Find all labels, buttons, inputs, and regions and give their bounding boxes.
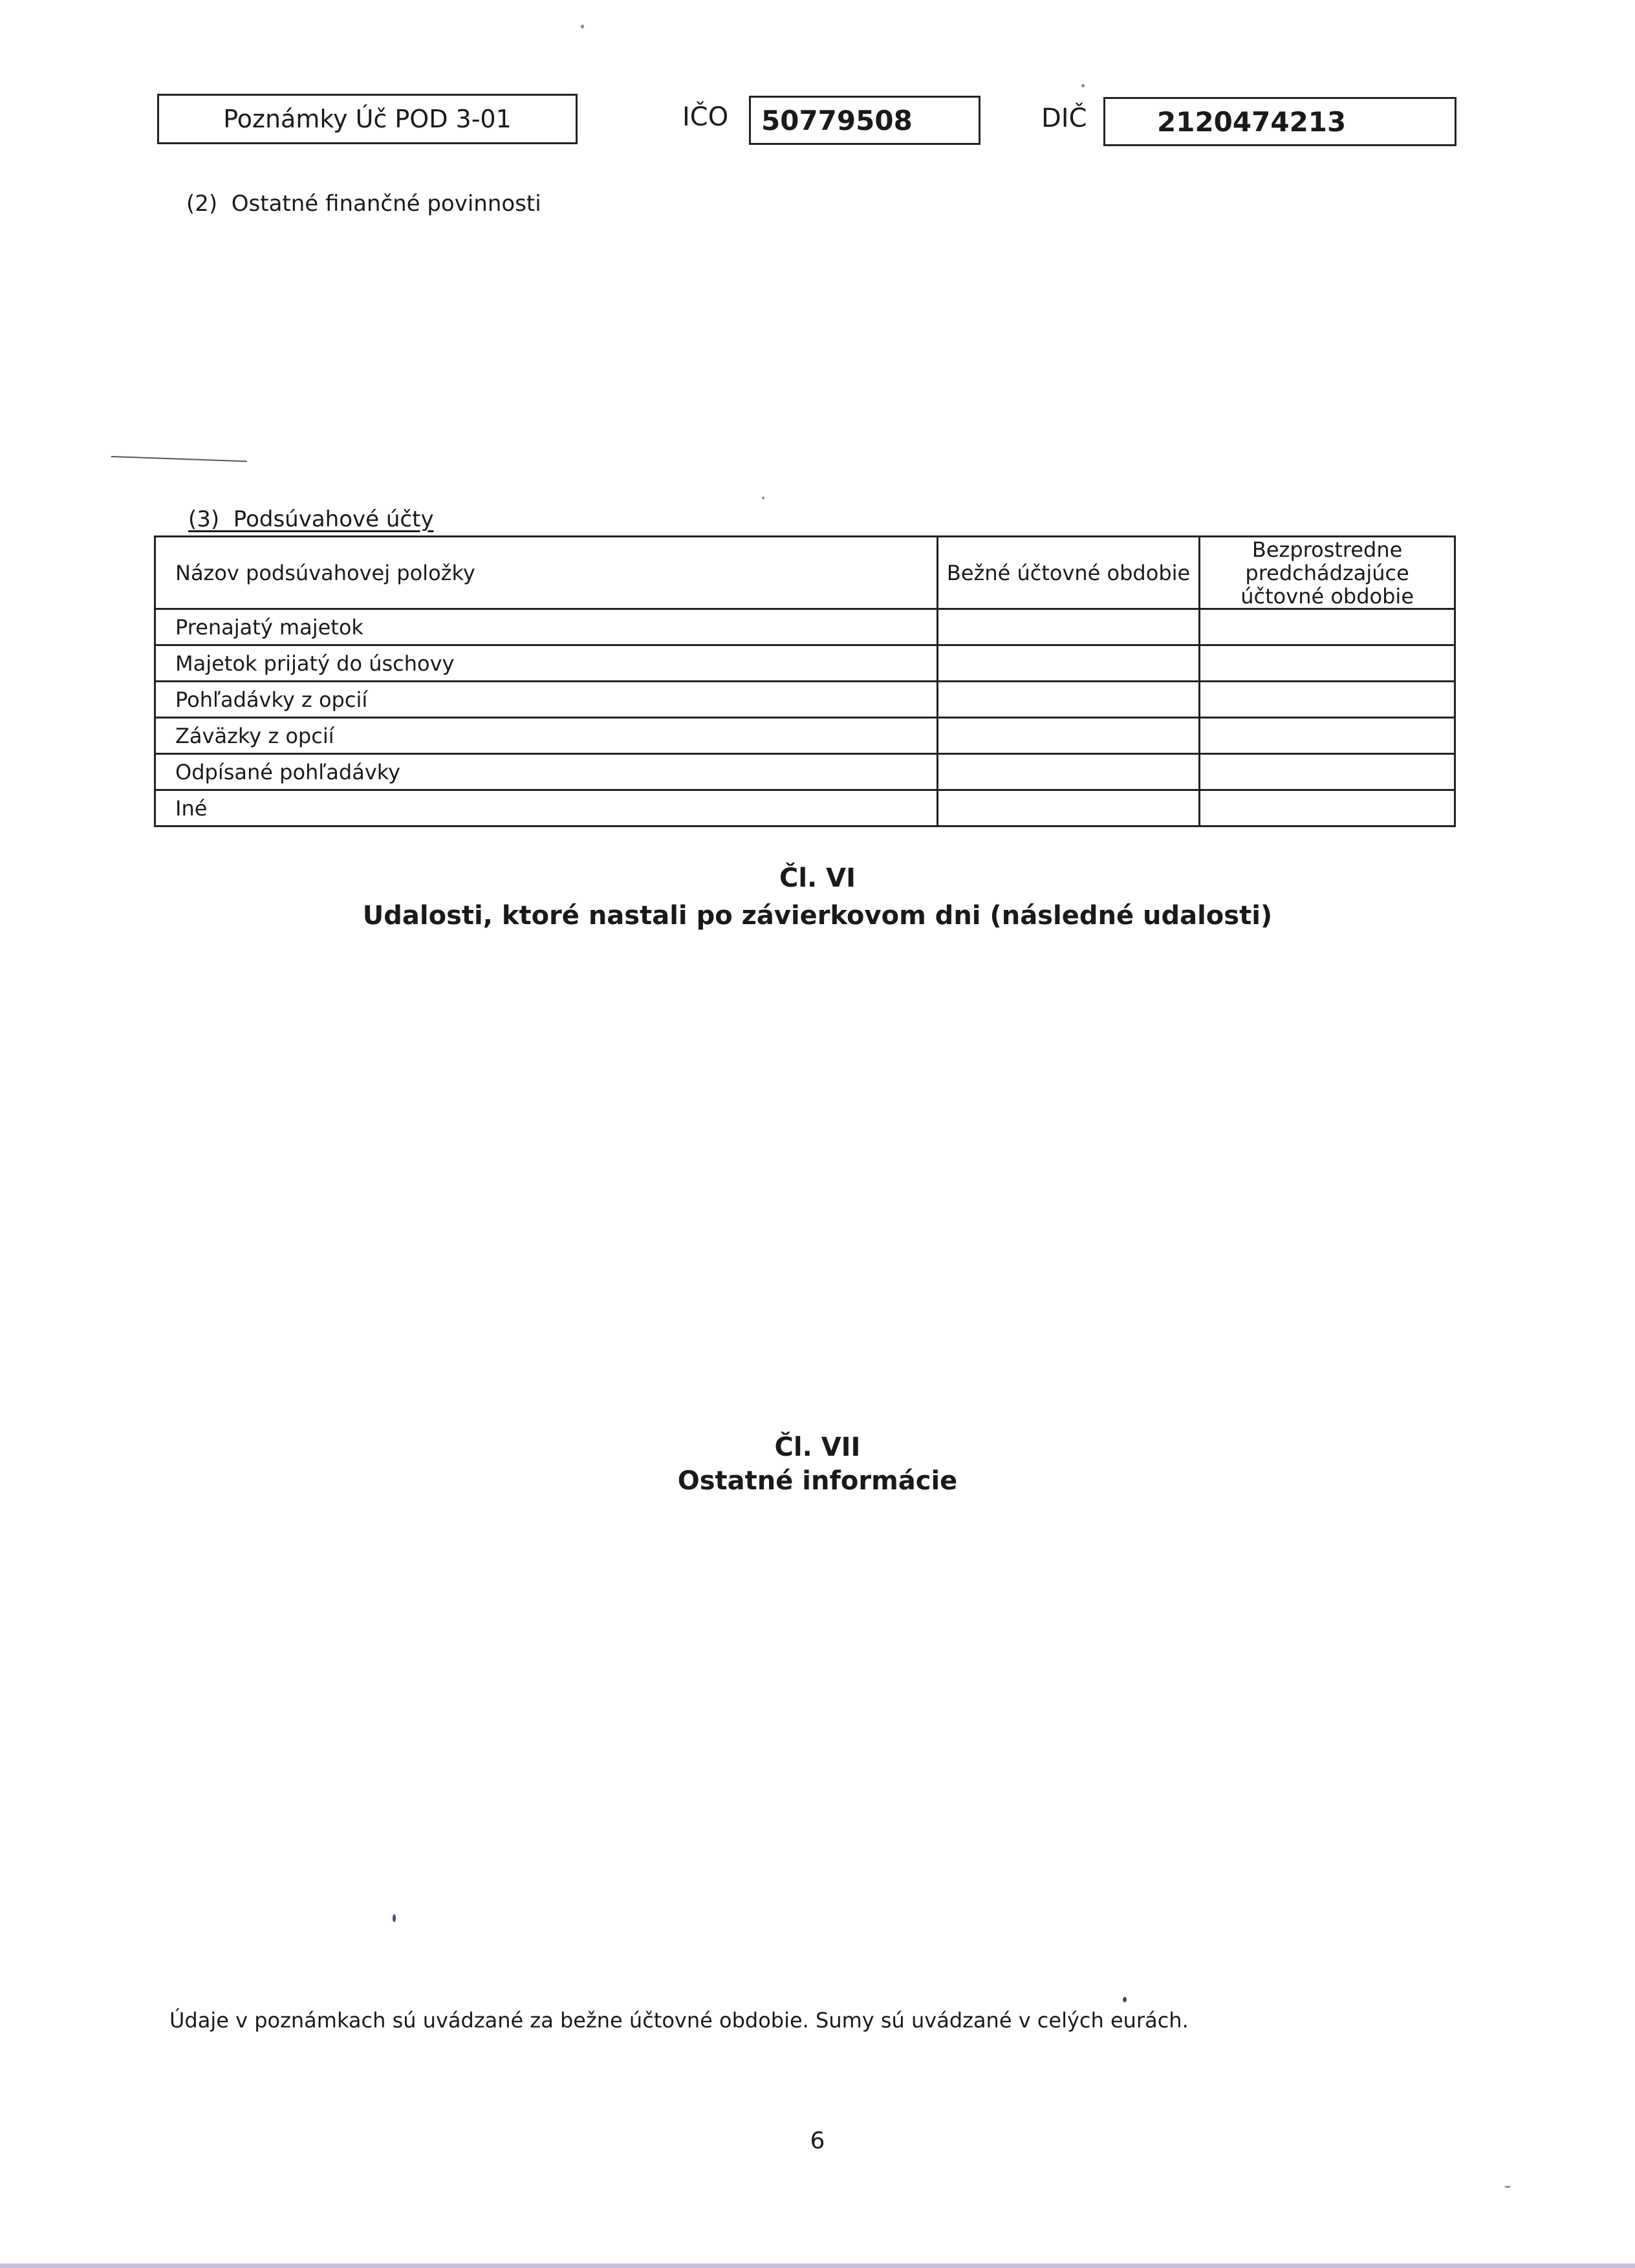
row-previous-value xyxy=(1200,718,1455,754)
section-other-financial-obligations: (2) Ostatné finančné povinnosti xyxy=(186,191,541,217)
row-item-name: Odpísané pohľadávky xyxy=(155,754,938,790)
row-current-value xyxy=(937,682,1199,718)
dic-value: 2120474213 xyxy=(1157,105,1347,138)
table-row xyxy=(155,682,1455,718)
row-item-name: Iné xyxy=(155,790,938,826)
dic-label: DIČ xyxy=(1041,103,1087,133)
table-row xyxy=(155,754,1455,790)
form-name: Poznámky Úč POD 3-01 xyxy=(223,105,512,133)
row-item-name: Majetok prijatý do úschovy xyxy=(155,645,938,682)
row-item-name: Záväzky z opcií xyxy=(155,718,938,754)
row-previous-value xyxy=(1200,754,1455,790)
page-number: 6 xyxy=(810,2128,825,2154)
row-item-name: Pohľadávky z opcií xyxy=(155,682,938,718)
row-previous-value xyxy=(1200,682,1455,718)
row-current-value xyxy=(937,790,1199,826)
scan-speck xyxy=(1504,2186,1511,2188)
scan-speck xyxy=(762,497,764,499)
off-balance-table xyxy=(154,535,1456,827)
table-row xyxy=(155,790,1455,826)
row-previous-value xyxy=(1200,609,1455,645)
scan-speck xyxy=(393,1914,396,1922)
row-previous-value xyxy=(1200,790,1455,826)
row-item-name: Prenajatý majetok xyxy=(155,609,938,645)
row-current-value xyxy=(937,718,1199,754)
ico-value: 50779508 xyxy=(761,104,913,136)
ico-label: IČO xyxy=(682,102,729,132)
column-header-item-name: Názov podsúvahovej položky xyxy=(155,537,938,609)
column-header-previous-period: Bezprostredne predchádzajúce účtovné obdobie xyxy=(1200,537,1455,609)
scan-mark-line xyxy=(111,456,247,462)
scan-speck xyxy=(581,25,584,28)
row-current-value xyxy=(937,645,1199,682)
ico-field xyxy=(749,96,980,145)
table-header-row xyxy=(155,537,1455,609)
row-current-value xyxy=(937,609,1199,645)
scan-speck xyxy=(1123,1997,1127,2002)
table-row xyxy=(155,645,1455,682)
table-row xyxy=(155,609,1455,645)
article-vii-number: Čl. VII xyxy=(774,1432,861,1462)
article-vi-number: Čl. VI xyxy=(779,863,856,893)
scan-bottom-edge xyxy=(0,2263,1635,2268)
row-previous-value xyxy=(1200,645,1455,682)
form-name-box xyxy=(157,94,578,144)
column-header-current-period: Bežné účtovné obdobie xyxy=(937,537,1199,609)
article-vi-title: Udalosti, ktoré nastali po závierkovom dni (následné udalosti) xyxy=(362,901,1273,931)
row-current-value xyxy=(937,754,1199,790)
dic-field xyxy=(1103,97,1456,146)
article-vii-title: Ostatné informácie xyxy=(677,1466,958,1496)
footer-note: Údaje v poznámkach sú uvádzané za bežne účtovné obdobie. Sumy sú uvádzané v celých eurách. xyxy=(169,2008,1189,2033)
table-row xyxy=(155,718,1455,754)
scan-speck xyxy=(1081,84,1085,87)
section-off-balance-accounts: (3) Podsúvahové účty xyxy=(188,506,434,532)
